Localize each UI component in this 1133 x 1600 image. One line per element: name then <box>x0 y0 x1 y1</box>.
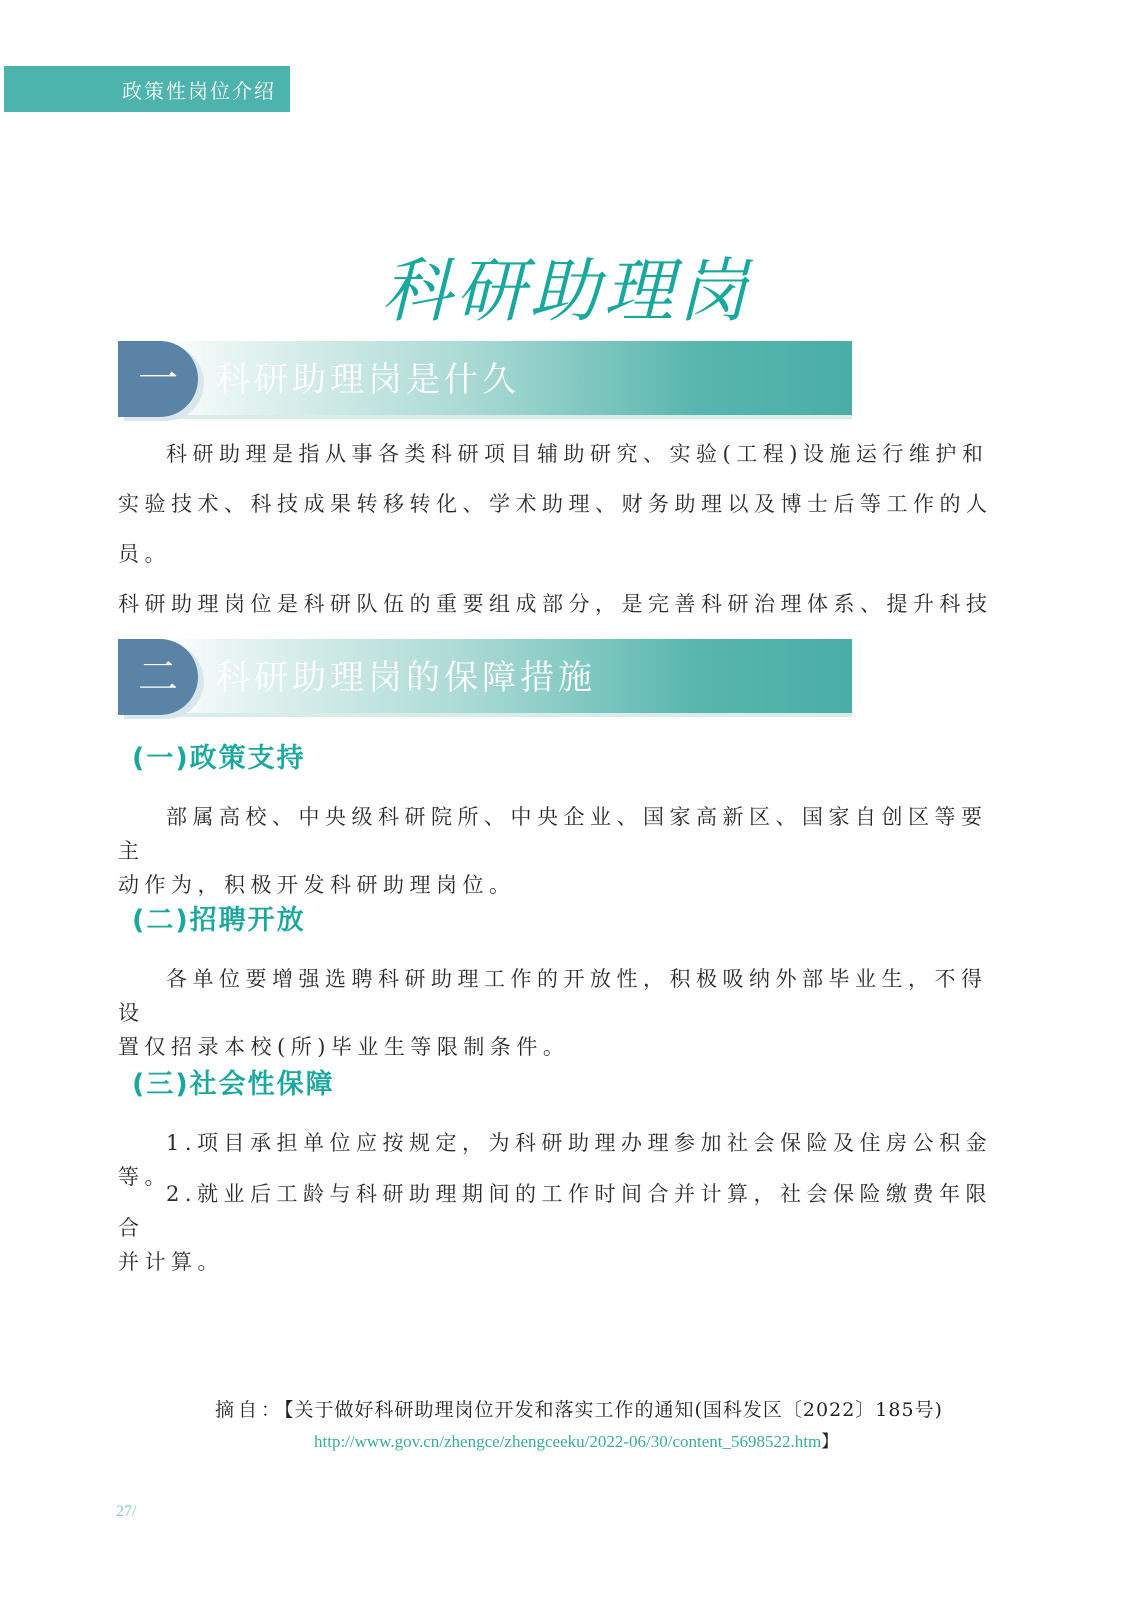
paragraph-line: 动作为，积极开发科研助理岗位。 <box>118 873 516 897</box>
section-number-badge: 一 <box>118 341 198 417</box>
section-header-1 <box>118 341 852 417</box>
paragraph-line: 各单位要增强选聘科研助理工作的开放性，积极吸纳外部毕业生，不得设 <box>118 967 988 1025</box>
page-number: 27/ <box>116 1503 137 1520</box>
subsection-heading-social-security: (三)社会性保障 <box>132 1069 335 1100</box>
source-url-line <box>314 1427 838 1452</box>
source-title: 【关于做好科研助理岗位开发和落实工作的通知(国科发区〔2022〕185号) <box>284 1399 943 1421</box>
paragraph-line: 科研助理岗位是科研队伍的重要组成部分，是完善科研治理体系、提升科技 <box>118 592 993 616</box>
section-title: 科研助理岗是什久 <box>216 360 520 400</box>
source-url[interactable]: http://www.gov.cn/zhengce/zhengceeku/2022-06/30/content_5698522.htm <box>314 1432 822 1451</box>
section-title: 科研助理岗的保障措施 <box>216 658 596 698</box>
paragraph-line: 科研助理是指从事各类科研项目辅助研究、实验(工程)设施运行维护和 <box>166 442 989 466</box>
list-item-line: 2.就业后工龄与科研助理期间的工作时间合并计算，社会保险缴费年限合 <box>118 1182 993 1240</box>
list-item-line: 并计算。 <box>118 1250 224 1274</box>
header-label: 政策性岗位介绍 <box>122 78 276 103</box>
paragraph-line: 实验技术、科技成果转移转化、学术助理、财务助理以及博士后等工作的人员。 <box>118 492 993 566</box>
source-prefix: 摘自： <box>215 1399 285 1421</box>
source-citation <box>215 1395 943 1422</box>
page-title: 科研助理岗 <box>381 249 752 332</box>
section-number-badge: 二 <box>118 639 198 715</box>
paragraph-line: 置仅招录本校(所)毕业生等限制条件。 <box>118 1035 570 1059</box>
list-item <box>118 1177 993 1279</box>
subsection-paragraph-recruitment <box>118 962 993 1064</box>
paragraph-line: 部属高校、中央级科研院所、中央企业、国家高新区、国家自创区等要主 <box>118 805 988 863</box>
subsection-heading-policy: (一)政策支持 <box>132 743 306 774</box>
header-tab <box>4 66 290 112</box>
source-closing-bracket: 】 <box>821 1432 839 1452</box>
section-header-2 <box>118 639 852 715</box>
subsection-paragraph-policy <box>118 800 993 902</box>
subsection-heading-recruitment: (二)招聘开放 <box>132 905 306 936</box>
list-item-line: 1.项目承担单位应按规定，为科研助理办理参加社会保险及住房公积金等。 <box>118 1131 993 1189</box>
